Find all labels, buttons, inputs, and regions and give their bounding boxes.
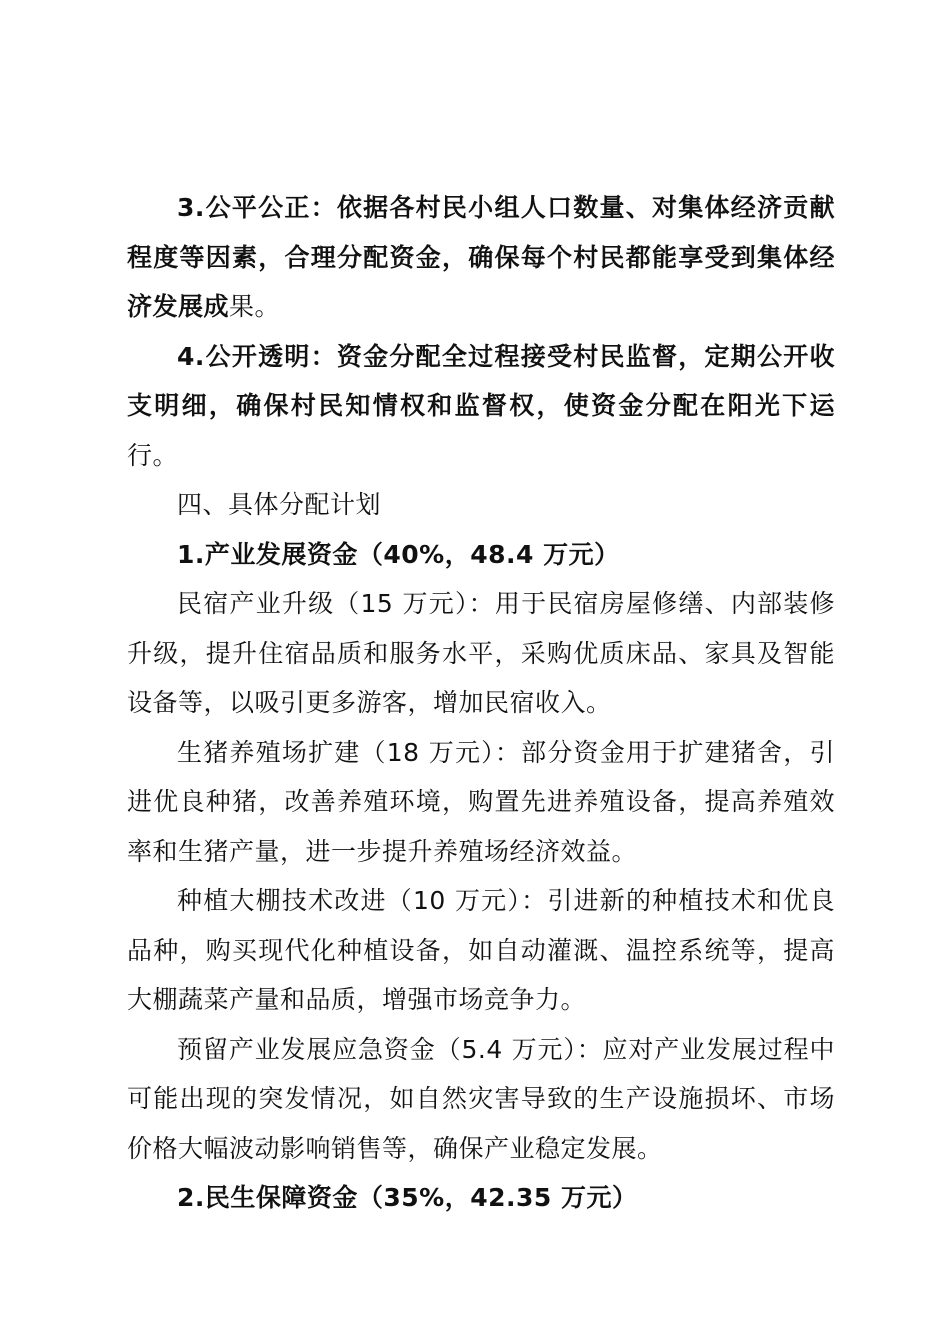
principle-3-normal-text: 果。 bbox=[229, 292, 281, 321]
paragraph-emergency-fund bbox=[127, 1025, 835, 1174]
principle-4-normal-text: 行。 bbox=[127, 440, 179, 470]
principle-4-bold-text: 4.公开透明：资金分配全过程接受村民监督，定期公开收支明细，确保村民知情权和监督权，使资金分配在阳光下运 bbox=[127, 341, 835, 420]
paragraph-pig-farm bbox=[127, 728, 835, 877]
greenhouse-text: 种植大棚技术改进（10 万元）：引进新的种植技术和优良品种，购买现代化种植设备，如自动灌溉、温控系统等，提高大棚蔬菜产量和品质，增强市场竞争力。 bbox=[127, 886, 835, 1014]
subheading-industry-fund-text: 1.产业发展资金（40%，48.4 万元） bbox=[177, 539, 620, 569]
paragraph-greenhouse bbox=[127, 876, 835, 1025]
section-heading-4 bbox=[127, 480, 835, 530]
paragraph-principle-3 bbox=[127, 183, 835, 332]
subheading-livelihood-fund bbox=[127, 1173, 835, 1223]
paragraph-principle-4 bbox=[127, 332, 835, 481]
homestay-text: 民宿产业升级（15 万元）：用于民宿房屋修缮、内部装修升级，提升住宿品质和服务水平，采购优质床品、家具及智能设备等，以吸引更多游客，增加民宿收入。 bbox=[127, 589, 835, 717]
principle-3-bold-text: 3.公平公正：依据各村民小组人口数量、对集体经济贡献程度等因素，合理分配资金，确保每个村民都能享受到集体经济发展成 bbox=[127, 193, 835, 321]
document-body bbox=[127, 183, 835, 1223]
pig-farm-text: 生猪养殖场扩建（18 万元）：部分资金用于扩建猪舍，引进优良种猪，改善养殖环境，购置先进养殖设备，提高养殖效率和生猪产量，进一步提升养殖场经济效益。 bbox=[127, 737, 835, 866]
subheading-livelihood-fund-text: 2.民生保障资金（35%，42.35 万元） bbox=[177, 1183, 638, 1212]
emergency-fund-text: 预留产业发展应急资金（5.4 万元）：应对产业发展过程中可能出现的突发情况，如自然灾害导致的生产设施损坏、市场价格大幅波动影响销售等，确保产业稳定发展。 bbox=[127, 1034, 835, 1163]
paragraph-homestay bbox=[127, 579, 835, 728]
subheading-industry-fund bbox=[127, 530, 835, 580]
section-heading-4-text: 四、具体分配计划 bbox=[177, 490, 382, 519]
